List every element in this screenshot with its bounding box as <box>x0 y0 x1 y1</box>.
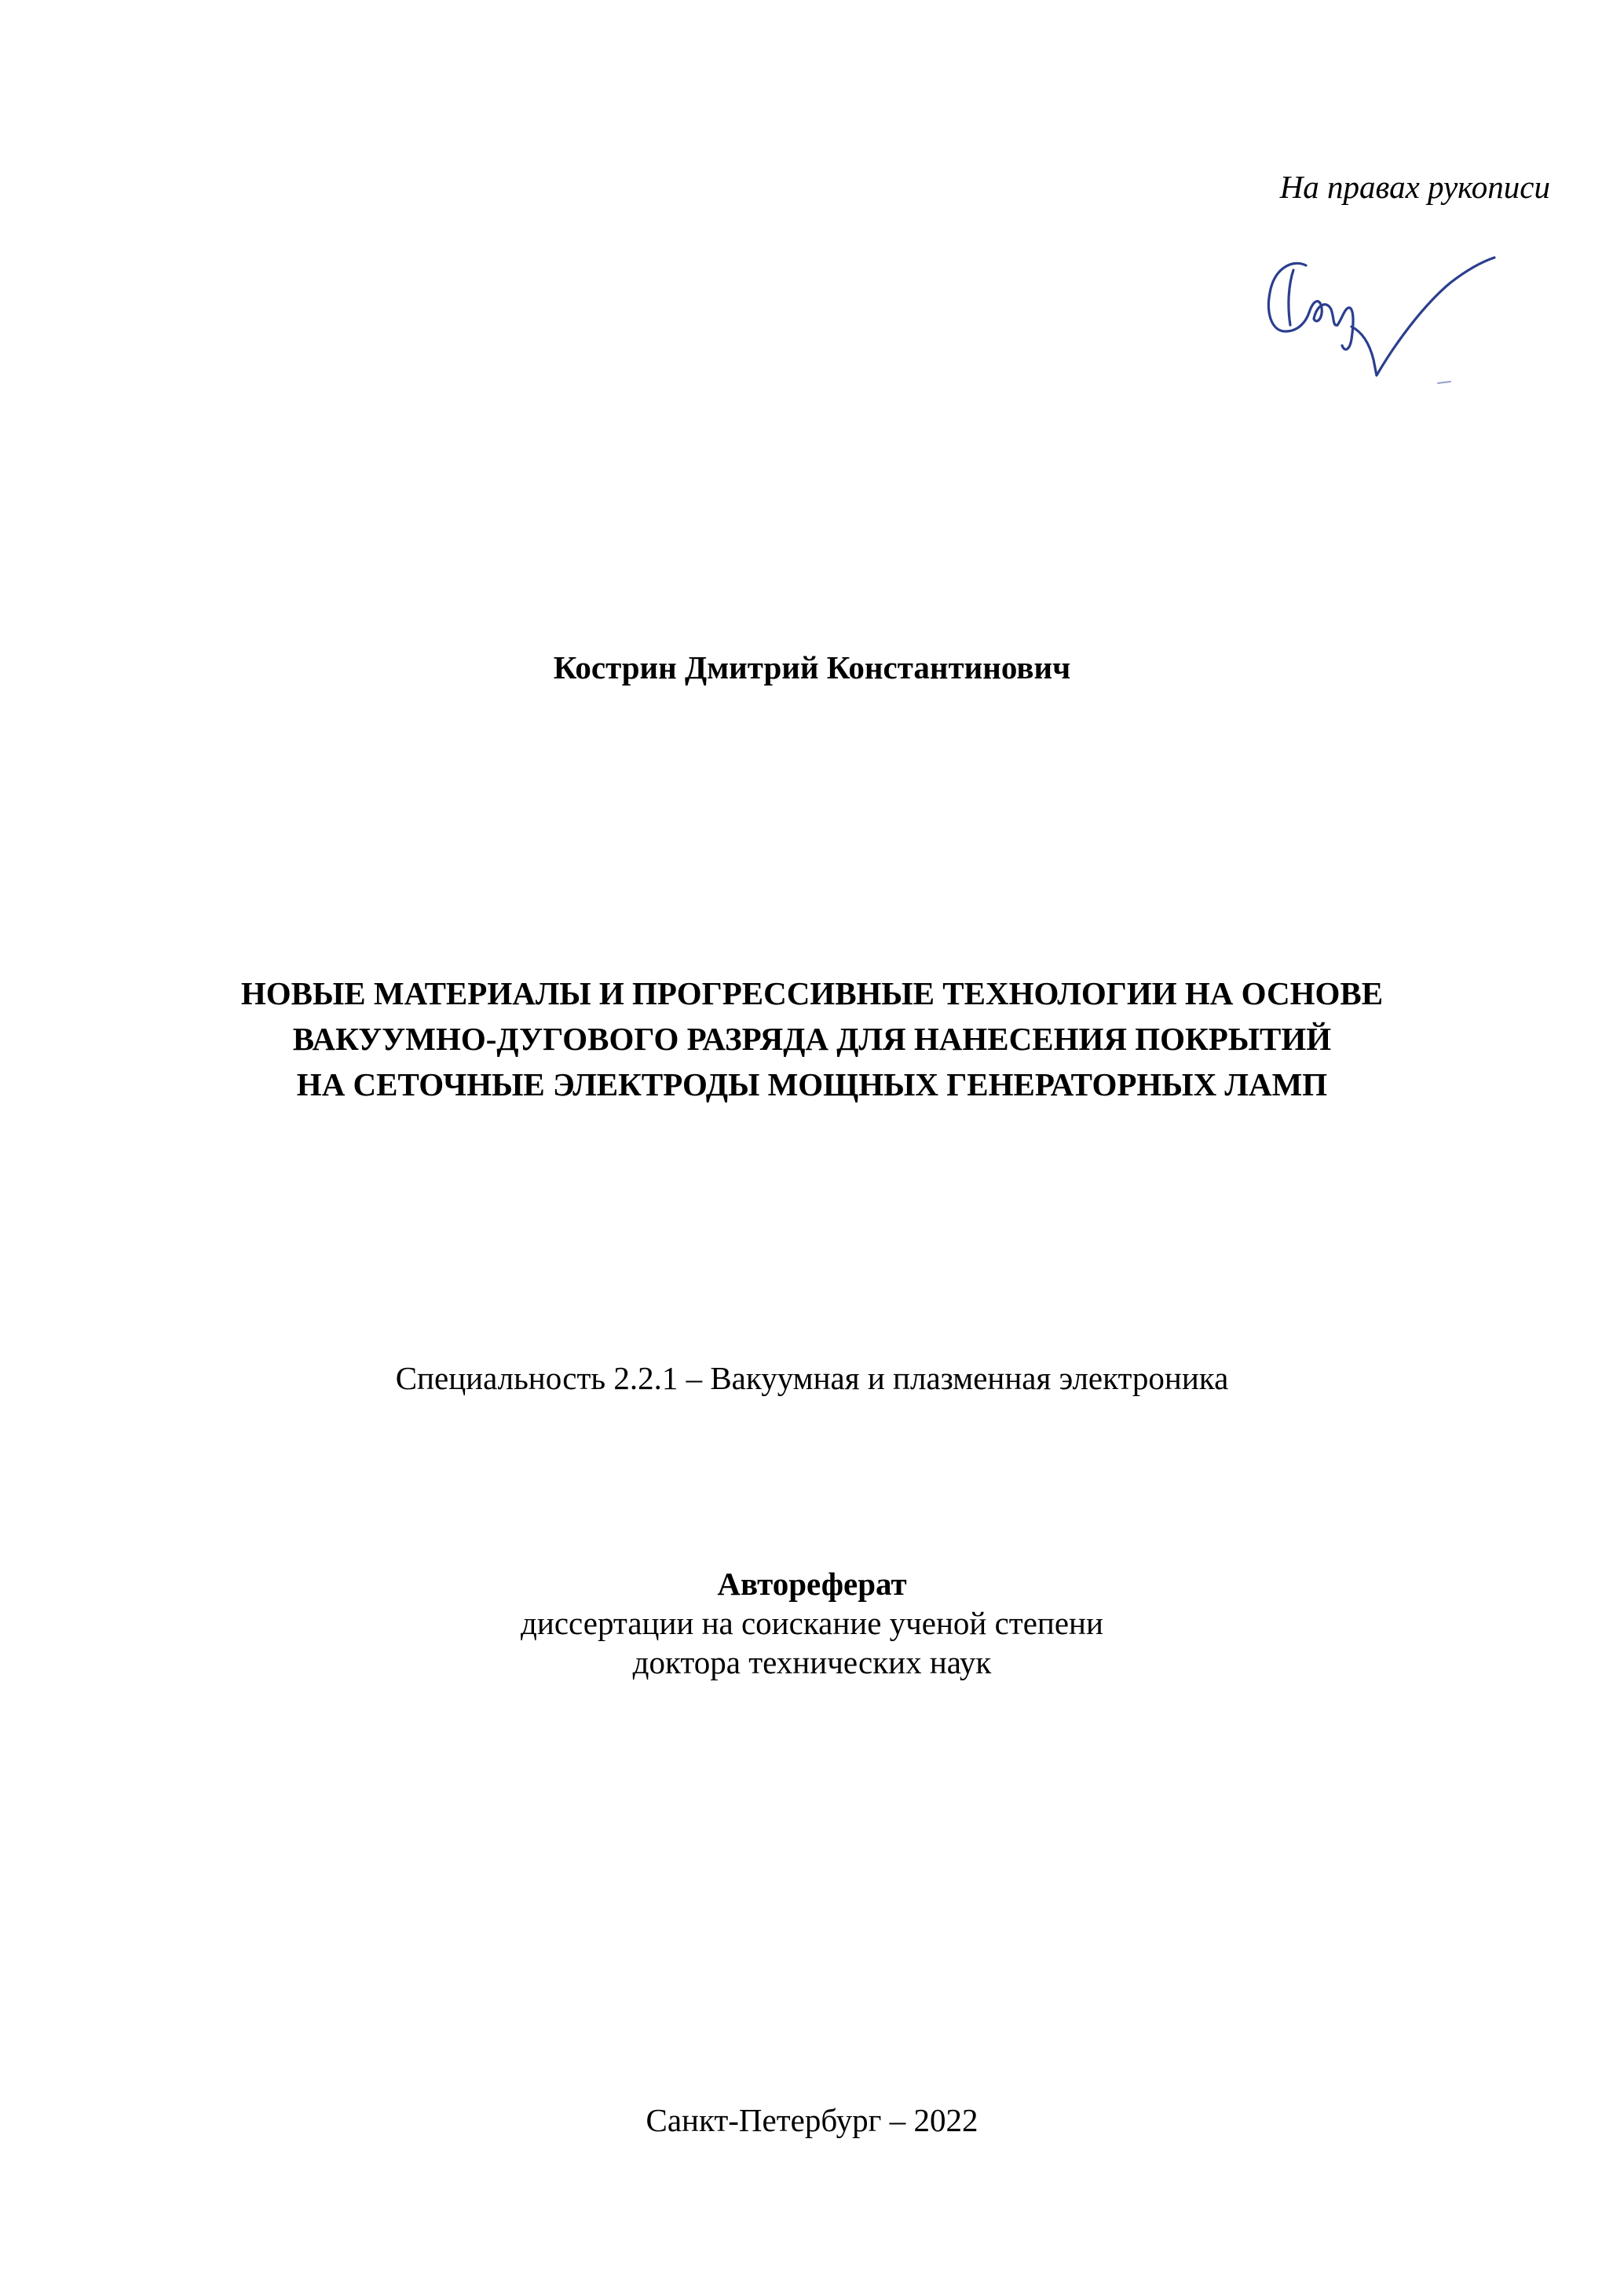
title-line: ВАКУУМНО-ДУГОВОГО РАЗРЯДА ДЛЯ НАНЕСЕНИЯ ПОКРЫТИЙ <box>292 1021 1332 1057</box>
author-name: Кострин Дмитрий Константинович <box>553 649 1071 686</box>
specialty-line: Специальность 2.2.1 – Вакуумная и плазменная электроника <box>395 1360 1229 1396</box>
abstract-block <box>0 1565 1624 1682</box>
dissertation-title <box>0 971 1624 1107</box>
author-signature <box>1245 243 1527 400</box>
place-and-year: Санкт-Петербург – 2022 <box>646 2102 978 2138</box>
abstract-line: доктора технических наук <box>632 1644 992 1680</box>
abstract-heading: Автореферат <box>717 1566 907 1602</box>
abstract-line: диссертации на соискание ученой степени <box>521 1605 1103 1641</box>
manuscript-note: На правах рукописи <box>1279 169 1550 205</box>
title-line: НОВЫЕ МАТЕРИАЛЫ И ПРОГРЕССИВНЫЕ ТЕХНОЛОГИИ НА ОСНОВЕ <box>240 975 1384 1011</box>
title-line: НА СЕТОЧНЫЕ ЭЛЕКТРОДЫ МОЩНЫХ ГЕНЕРАТОРНЫХ ЛАМП <box>296 1066 1328 1102</box>
